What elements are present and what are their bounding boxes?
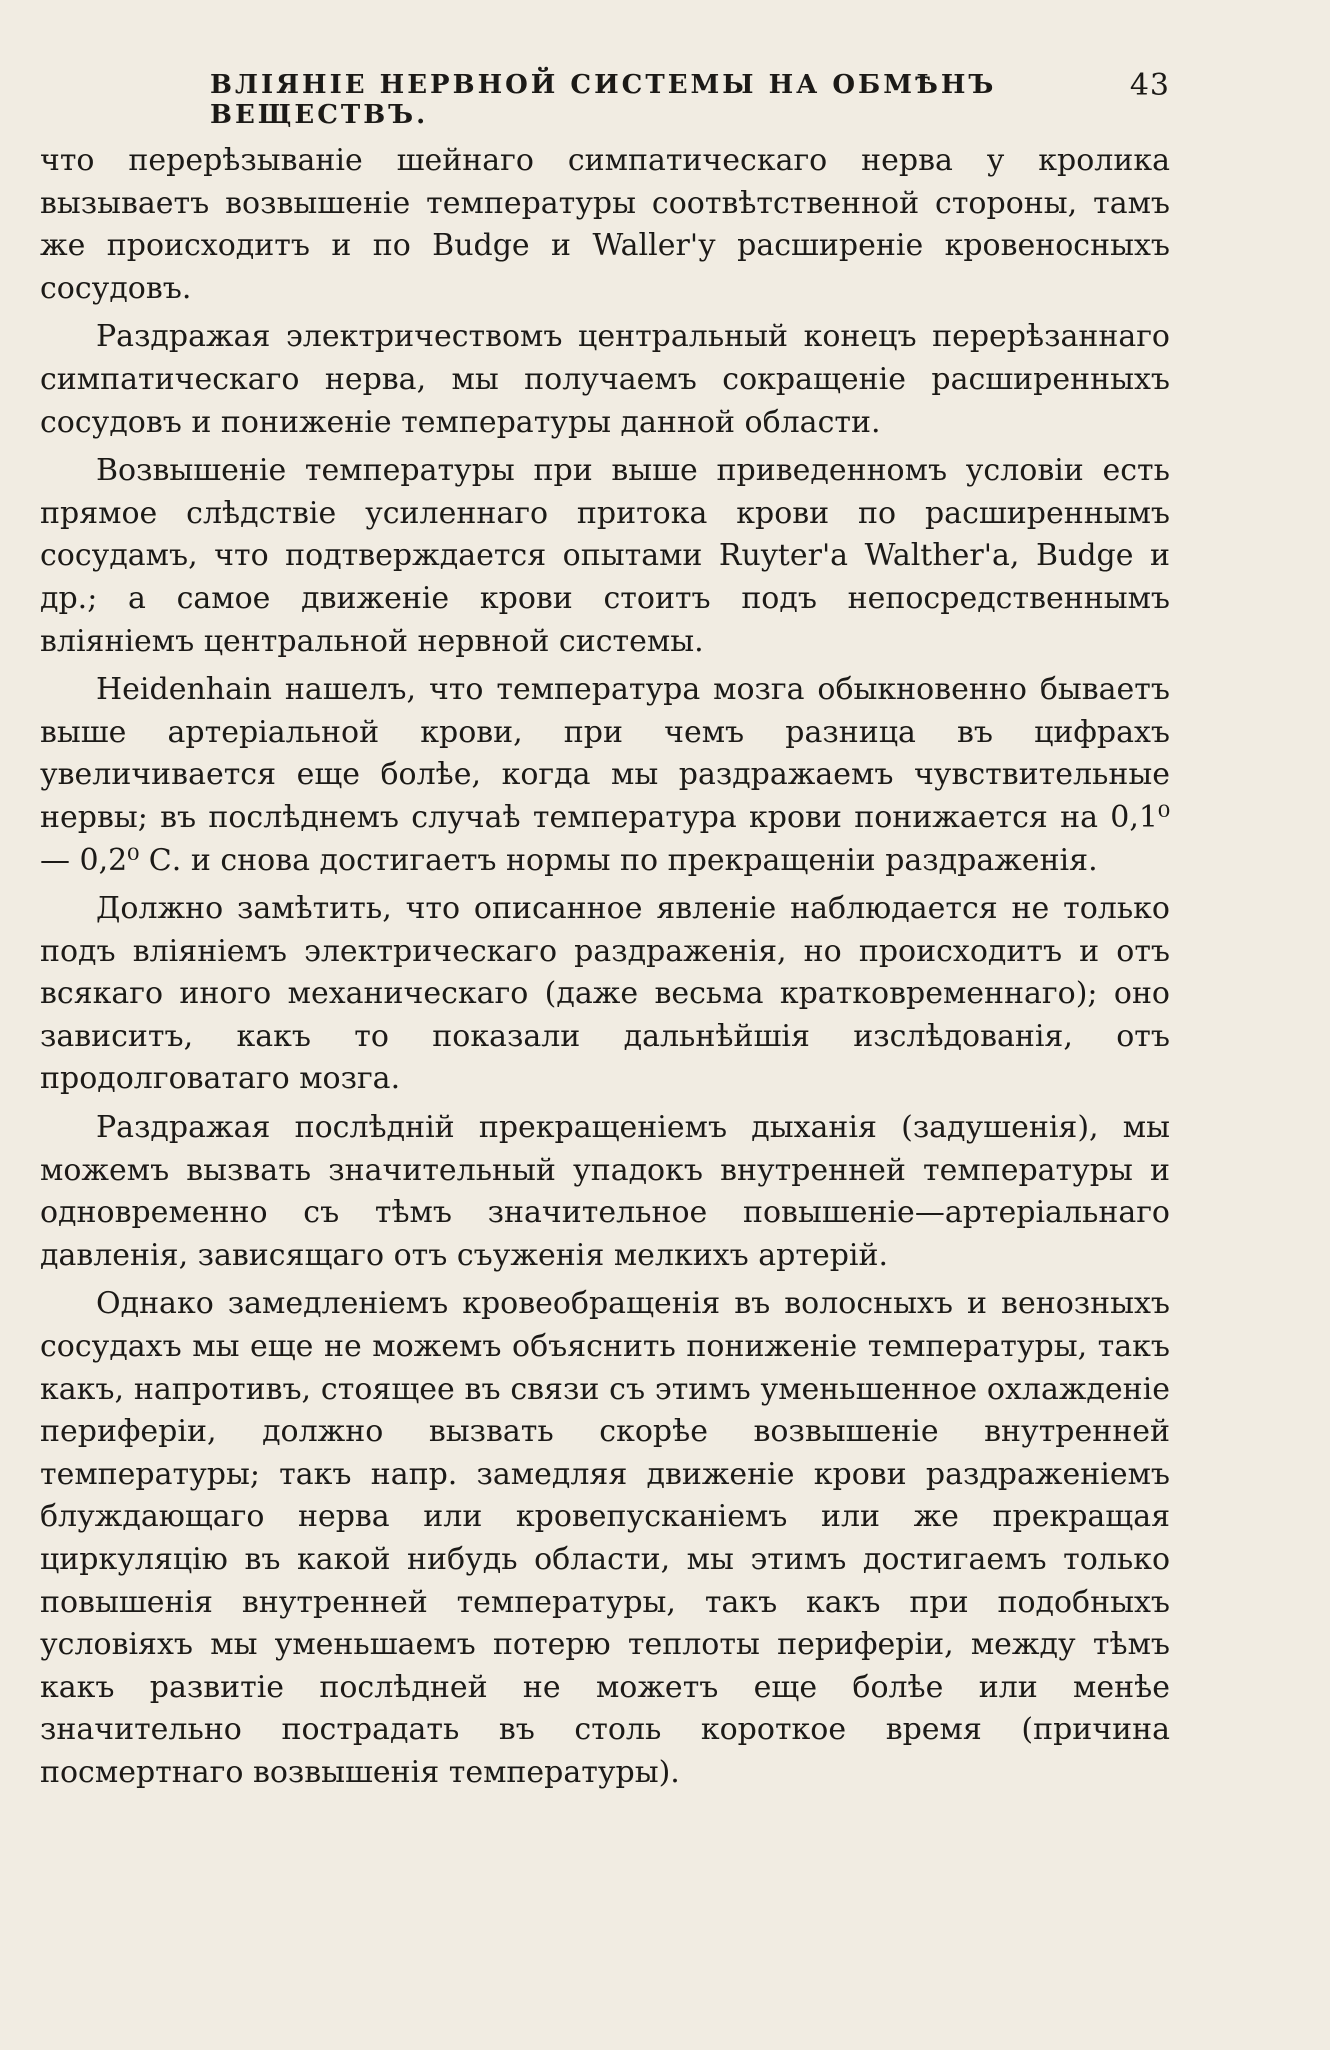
running-title: ВЛІЯНІЕ НЕРВНОЙ СИСТЕМЫ НА ОБМѢНЪ ВЕЩЕСТВЪ.	[210, 70, 997, 130]
paragraph-3: Возвышеніе температуры при выше приведенномъ условіи есть прямое слѣдствіе усиленнаго притока крови по расширеннымъ сосудамъ, что подтверждается опытами Ruyter'а Walther'а, Budge и др.; а самое движеніе крови стоитъ подъ непосредственнымъ вліяніемъ центральной нервной системы.	[40, 453, 1170, 659]
running-head	[40, 68, 1170, 130]
paragraph-6: Раздражая послѣдній прекращеніемъ дыханія (задушенія), мы можемъ вызвать значительный упадокъ внутренней температуры и одновременно съ тѣмъ значительное повышеніе—артеріальнаго давленія, зависящаго отъ съуженія мелкихъ артерій.	[40, 1110, 1170, 1273]
body-text	[40, 140, 1170, 1801]
paragraph-7: Однако замедленіемъ кровеобращенія въ волосныхъ и венозныхъ сосудахъ мы еще не можемъ объяснить пониженіе температуры, такъ какъ, напротивъ, стоящее въ связи съ этимъ уменьшенное охлажденіе периферіи, должно вызвать скорѣе возвышеніе внутренней температуры; такъ напр. замедляя движеніе крови раздраженіемъ блуждающаго нерва или кровепусканіемъ или же прекращая циркуляцію въ какой нибудь области, мы этимъ достигаемъ только повышенія внутренней температуры, такъ какъ при подобныхъ условіяхъ мы уменьшаемъ потерю теплоты периферіи, между тѣмъ какъ развитіе послѣдней не можетъ еще болѣе или менѣе значительно пострадать въ столь короткое время (причина посмертнаго возвышенія температуры).	[40, 1286, 1170, 1790]
paragraph-4: Heidenhain нашелъ, что температура мозга обыкновенно бываетъ выше артеріальной крови, при чемъ разница въ цифрахъ увеличивается еще болѣе, когда мы раздражаемъ чувствительные нервы; въ послѣднемъ случаѣ температура крови понижается на 0,1⁰— 0,2⁰ С. и снова достигаетъ нормы по прекращеніи раздраженія.	[40, 672, 1170, 878]
paragraph-5: Должно замѣтить, что описанное явленіе наблюдается не только подъ вліяніемъ электрическаго раздраженія, но происходитъ и отъ всякаго иного механическаго (даже весьма кратковременнаго); оно зависитъ, какъ то показали дальнѣйшія изслѣдованія, отъ продолговатаго мозга.	[40, 891, 1170, 1097]
page-number: 43	[1129, 68, 1170, 103]
paragraph-2: Раздражая электричествомъ центральный конецъ перерѣзаннаго симпатическаго нерва, мы получаемъ сокращеніе расширенныхъ сосудовъ и пониженіе температуры данной области.	[40, 319, 1170, 440]
paragraph-1: что перерѣзываніе шейнаго симпатическаго нерва у кролика вызываетъ возвышеніе температуры соотвѣтственной стороны, тамъ же происходитъ и по Budge и Waller'у расширеніе кровеносныхъ сосудовъ.	[40, 143, 1170, 306]
